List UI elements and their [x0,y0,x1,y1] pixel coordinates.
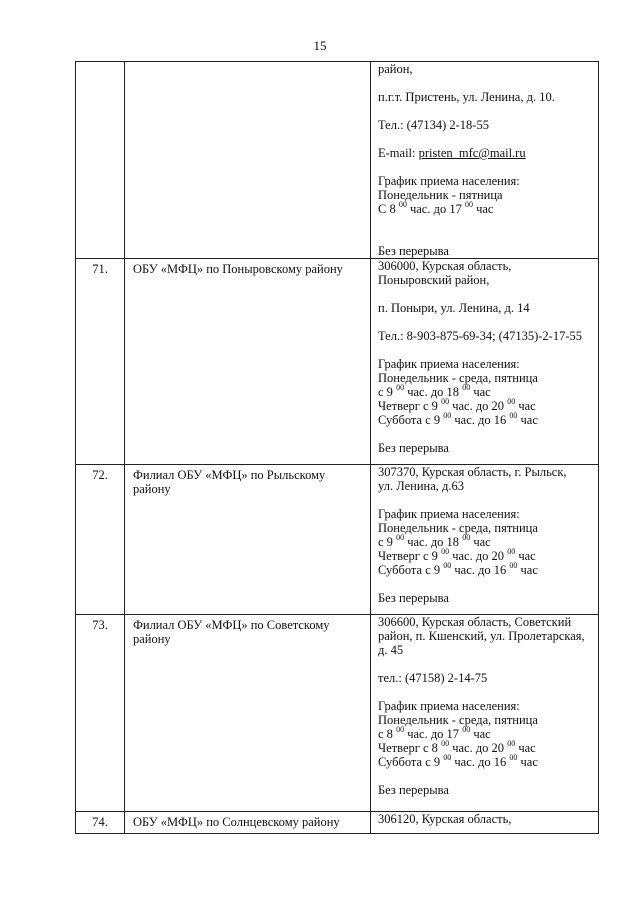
detail-line [378,174,594,188]
detail-text: п. Поныри, ул. Ленина, д. 14 [378,301,530,315]
row-number: 72. [76,465,125,615]
office-name: Филиал ОБУ «МФЦ» по Рыльскому району [125,465,371,615]
schedule-line [378,563,594,577]
detail-line [378,591,594,605]
detail-text: График приема населения: [378,174,520,188]
detail-text: Без перерыва [378,441,449,455]
schedule-text: час. до 16 [451,413,510,427]
time-minutes: 00 [443,561,452,570]
time-minutes: 00 [396,533,405,542]
detail-text: 306000, Курская область, [378,259,512,273]
schedule-text: час [517,755,538,769]
schedule-text: С 8 [378,202,399,216]
table-row [76,62,599,259]
time-minutes: 00 [509,411,518,420]
schedule-text: час. до 20 [449,399,508,413]
office-name: ОБУ «МФЦ» по Солнцевскому району [125,812,371,834]
detail-text: Понедельник - среда, пятница [378,713,538,727]
detail-text: 307370, Курская область, г. Рыльск, [378,465,567,479]
schedule-text: час [470,385,491,399]
detail-line [378,146,594,160]
schedule-text: Суббота с 9 [378,755,444,769]
schedule-text: час [472,202,494,216]
office-name [125,62,371,259]
detail-line [378,259,594,273]
detail-text: район, п. Кшенский, ул. Пролетарская, [378,629,585,643]
detail-text: График приема населения: [378,357,520,371]
schedule-text: час [515,741,536,755]
schedule-line [378,399,594,413]
detail-text: 306600, Курская область, Советский [378,615,572,629]
detail-line [378,301,594,315]
row-number: 73. [76,615,125,812]
detail-line [378,783,594,797]
table-body [76,62,599,834]
time-minutes: 00 [396,383,405,392]
detail-text: Тел.: 8-903-875-69-34; (47135)-2-17-55 [378,329,582,343]
schedule-text: час [517,413,538,427]
table-row [76,259,599,465]
detail-line [378,62,594,76]
schedule-text: час. до 17 [406,202,465,216]
schedule-text: час. до 18 [404,535,463,549]
schedule-line [378,727,594,741]
detail-text: тел.: (47158) 2-14-75 [378,671,488,685]
detail-text: район, [378,62,413,76]
schedule-text: час [517,563,538,577]
detail-line [378,615,594,629]
detail-line [378,371,594,385]
office-details [371,812,599,834]
schedule-text: час. до 16 [451,563,510,577]
schedule-line [378,385,594,399]
time-minutes: 00 [441,397,450,406]
schedule-line [378,741,594,755]
schedule-text: с 9 [378,535,397,549]
time-minutes: 00 [464,200,473,209]
office-name: Филиал ОБУ «МФЦ» по Советскому району [125,615,371,812]
detail-text: д. 45 [378,643,404,657]
schedule-line [378,755,594,769]
row-number: 71. [76,259,125,465]
detail-line [378,479,594,493]
schedule-text: с 8 [378,727,397,741]
row-number: 74. [76,812,125,834]
time-minutes: 00 [507,739,516,748]
schedule-line [378,549,594,563]
detail-line [378,188,594,202]
detail-text: п.г.т. Пристень, ул. Ленина, д. 10. [378,90,555,104]
detail-line [378,643,594,657]
detail-line [378,699,594,713]
detail-text: Понедельник - среда, пятница [378,371,538,385]
schedule-text: час. до 16 [451,755,510,769]
detail-text: График приема населения: [378,507,520,521]
office-details [371,62,599,259]
detail-line [378,629,594,643]
schedule-line [378,535,594,549]
detail-text: Тел.: (47134) 2-18-55 [378,118,489,132]
detail-text: Без перерыва [378,783,449,797]
email-link[interactable]: pristen_mfc@mail.ru [418,146,526,160]
schedule-text: с 9 [378,385,397,399]
schedule-text: Четверг с 8 [378,741,442,755]
time-minutes: 00 [462,383,471,392]
time-minutes: 00 [441,739,450,748]
schedule-text: час [470,727,491,741]
page-number: 15 [313,38,327,53]
time-minutes: 00 [443,411,452,420]
detail-line [378,244,594,258]
detail-line [378,90,594,104]
schedule-text: час. до 17 [404,727,463,741]
detail-line [378,441,594,455]
time-minutes: 00 [509,753,518,762]
time-minutes: 00 [398,200,407,209]
office-details [371,615,599,812]
schedule-text: Суббота с 9 [378,413,444,427]
table-row [76,615,599,812]
time-minutes: 00 [462,533,471,542]
detail-text: Поныровский район, [378,273,490,287]
detail-line [378,329,594,343]
detail-text: Без перерыва [378,244,449,258]
detail-line [378,521,594,535]
time-minutes: 00 [396,725,405,734]
detail-text: Понедельник - среда, пятница [378,521,538,535]
detail-text: E-mail: [378,146,419,160]
table-row [76,812,599,834]
detail-line [378,713,594,727]
detail-line [378,812,594,826]
table-row [76,465,599,615]
detail-text: ул. Ленина, д.63 [378,479,464,493]
schedule-text: час [470,535,491,549]
schedule-text: Четверг с 9 [378,399,442,413]
schedule-text: час. до 20 [449,741,508,755]
office-details [371,259,599,465]
detail-text: Без перерыва [378,591,449,605]
detail-line [378,357,594,371]
time-minutes: 00 [507,547,516,556]
detail-text: Понедельник - пятница [378,188,503,202]
time-minutes: 00 [509,561,518,570]
schedule-line [378,413,594,427]
time-minutes: 00 [462,725,471,734]
time-minutes: 00 [441,547,450,556]
detail-text: 306120, Курская область, [378,812,512,826]
office-name: ОБУ «МФЦ» по Поныровскому району [125,259,371,465]
mfc-offices-table [75,61,599,834]
detail-line [378,671,594,685]
schedule-text: час. до 18 [404,385,463,399]
schedule-text: час. до 20 [449,549,508,563]
schedule-text: Суббота с 9 [378,563,444,577]
detail-line [378,273,594,287]
row-number [76,62,125,259]
office-details [371,465,599,615]
detail-text: График приема населения: [378,699,520,713]
detail-line [378,507,594,521]
detail-line [378,118,594,132]
schedule-text: час [515,549,536,563]
time-minutes: 00 [443,753,452,762]
schedule-text: час [515,399,536,413]
detail-line [378,465,594,479]
time-minutes: 00 [507,397,516,406]
schedule-text: Четверг с 9 [378,549,442,563]
schedule-line [378,202,594,216]
